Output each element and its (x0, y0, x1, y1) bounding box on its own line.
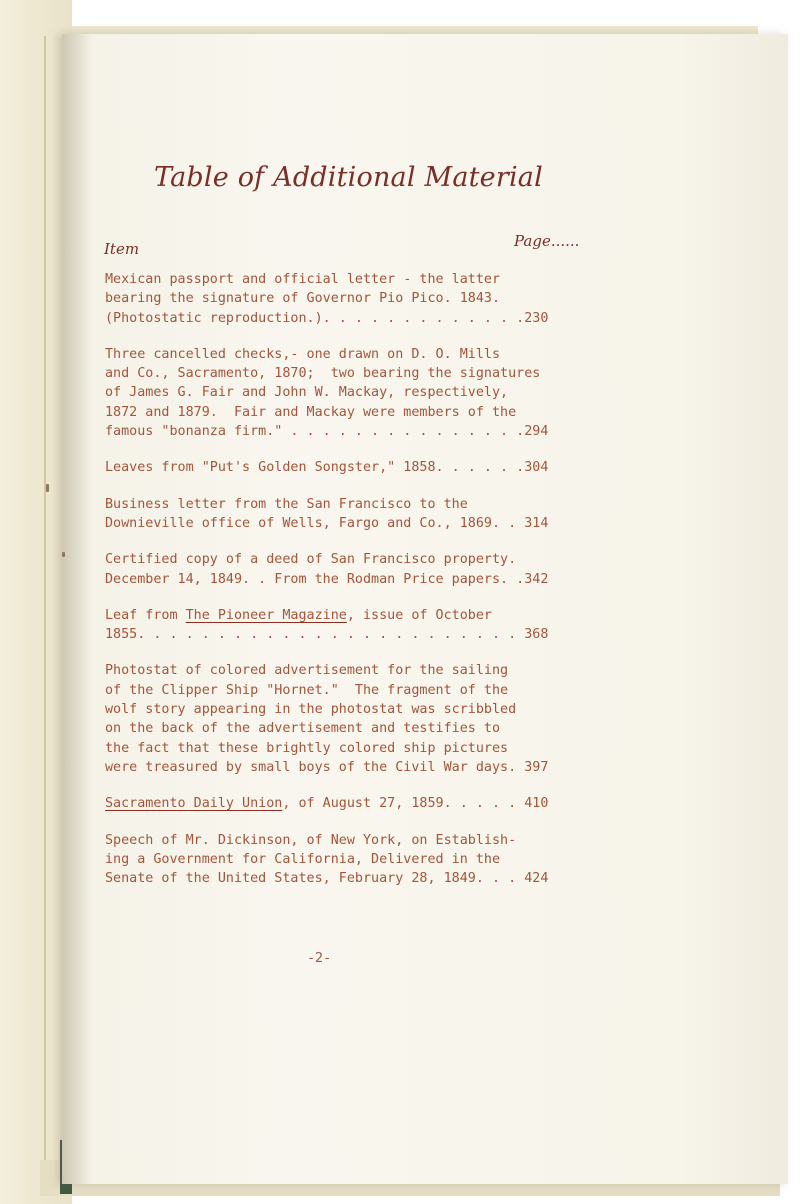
binding-mark (62, 552, 65, 557)
page-column-header: Page...... (514, 232, 580, 250)
entry-line (105, 794, 625, 813)
entry-line: of James G. Fair and John W. Mackay, respectively, (105, 385, 509, 401)
list-item (105, 458, 625, 477)
table-of-contents (105, 270, 625, 905)
list-item (105, 661, 625, 777)
entry-line: Certified copy of a deed of San Francisco property. (105, 552, 517, 568)
entry-line: ing a Government for California, Delivered in the (105, 851, 501, 867)
entry-line (105, 606, 625, 625)
page-number: -2- (307, 951, 332, 966)
list-item (105, 794, 625, 813)
publication-title: Sacramento Daily Union (105, 796, 283, 812)
entry-line: the fact that these brightly colored ship pictures (105, 740, 509, 756)
entry-line: Downieville office of Wells, Fargo and Co., 1869. . 314 (105, 515, 549, 531)
entry-line: famous "bonanza firm." . . . . . . . . . . . . . . .294 (105, 424, 549, 440)
gutter-shadow (62, 34, 92, 1184)
entry-line: Business letter from the San Francisco to the (105, 496, 468, 512)
list-item (105, 345, 625, 441)
list-item (105, 270, 625, 328)
entry-line: Mexican passport and official letter - the latter (105, 272, 501, 287)
entry-line: Leaves from "Put's Golden Songster," 1858. . . . . .304 (105, 460, 549, 476)
entry-line: wolf story appearing in the photostat was scribbled (105, 702, 517, 718)
entry-line: Speech of Mr. Dickinson, of New York, on Establish- (105, 832, 517, 848)
page-title: Table of Additional Material (154, 162, 543, 193)
entry-line: Senate of the United States, February 28, 1849. . . 424 (105, 871, 549, 887)
entry-line: (Photostatic reproduction.). . . . . . . . . . . . .230 (105, 310, 549, 326)
entry-line: 1855. . . . . . . . . . . . . . . . . . . . . . . . 368 (105, 627, 549, 643)
list-item (105, 606, 625, 645)
entry-text: , of August 27, 1859. . . . . 410 (282, 796, 549, 812)
entry-line: Three cancelled checks,- one drawn on D. O. Mills (105, 346, 501, 362)
list-item (105, 550, 625, 589)
entry-line: December 14, 1849. . From the Rodman Price papers. .342 (105, 571, 549, 587)
entry-line: bearing the signature of Governor Pio Pico. 1843. (105, 291, 501, 307)
item-column-header: Item (104, 240, 140, 258)
entry-text: Leaf from (105, 607, 186, 623)
entry-line: on the back of the advertisement and testifies to (105, 721, 501, 737)
entry-text: , issue of October (346, 607, 492, 623)
entry-line: and Co., Sacramento, 1870; two bearing the signatures (105, 366, 541, 382)
list-item (105, 831, 625, 889)
entry-line: 1872 and 1879. Fair and Mackay were members of the (105, 404, 517, 420)
entry-line: were treasured by small boys of the Civil War days. 397 (105, 759, 549, 775)
entry-line: Photostat of colored advertisement for the sailing (105, 663, 509, 679)
spine-fold (44, 36, 46, 1186)
entry-line: of the Clipper Ship "Hornet." The fragment of the (105, 682, 509, 698)
list-item (105, 495, 625, 534)
publication-title: The Pioneer Magazine (185, 607, 347, 623)
binding-mark (46, 484, 49, 492)
